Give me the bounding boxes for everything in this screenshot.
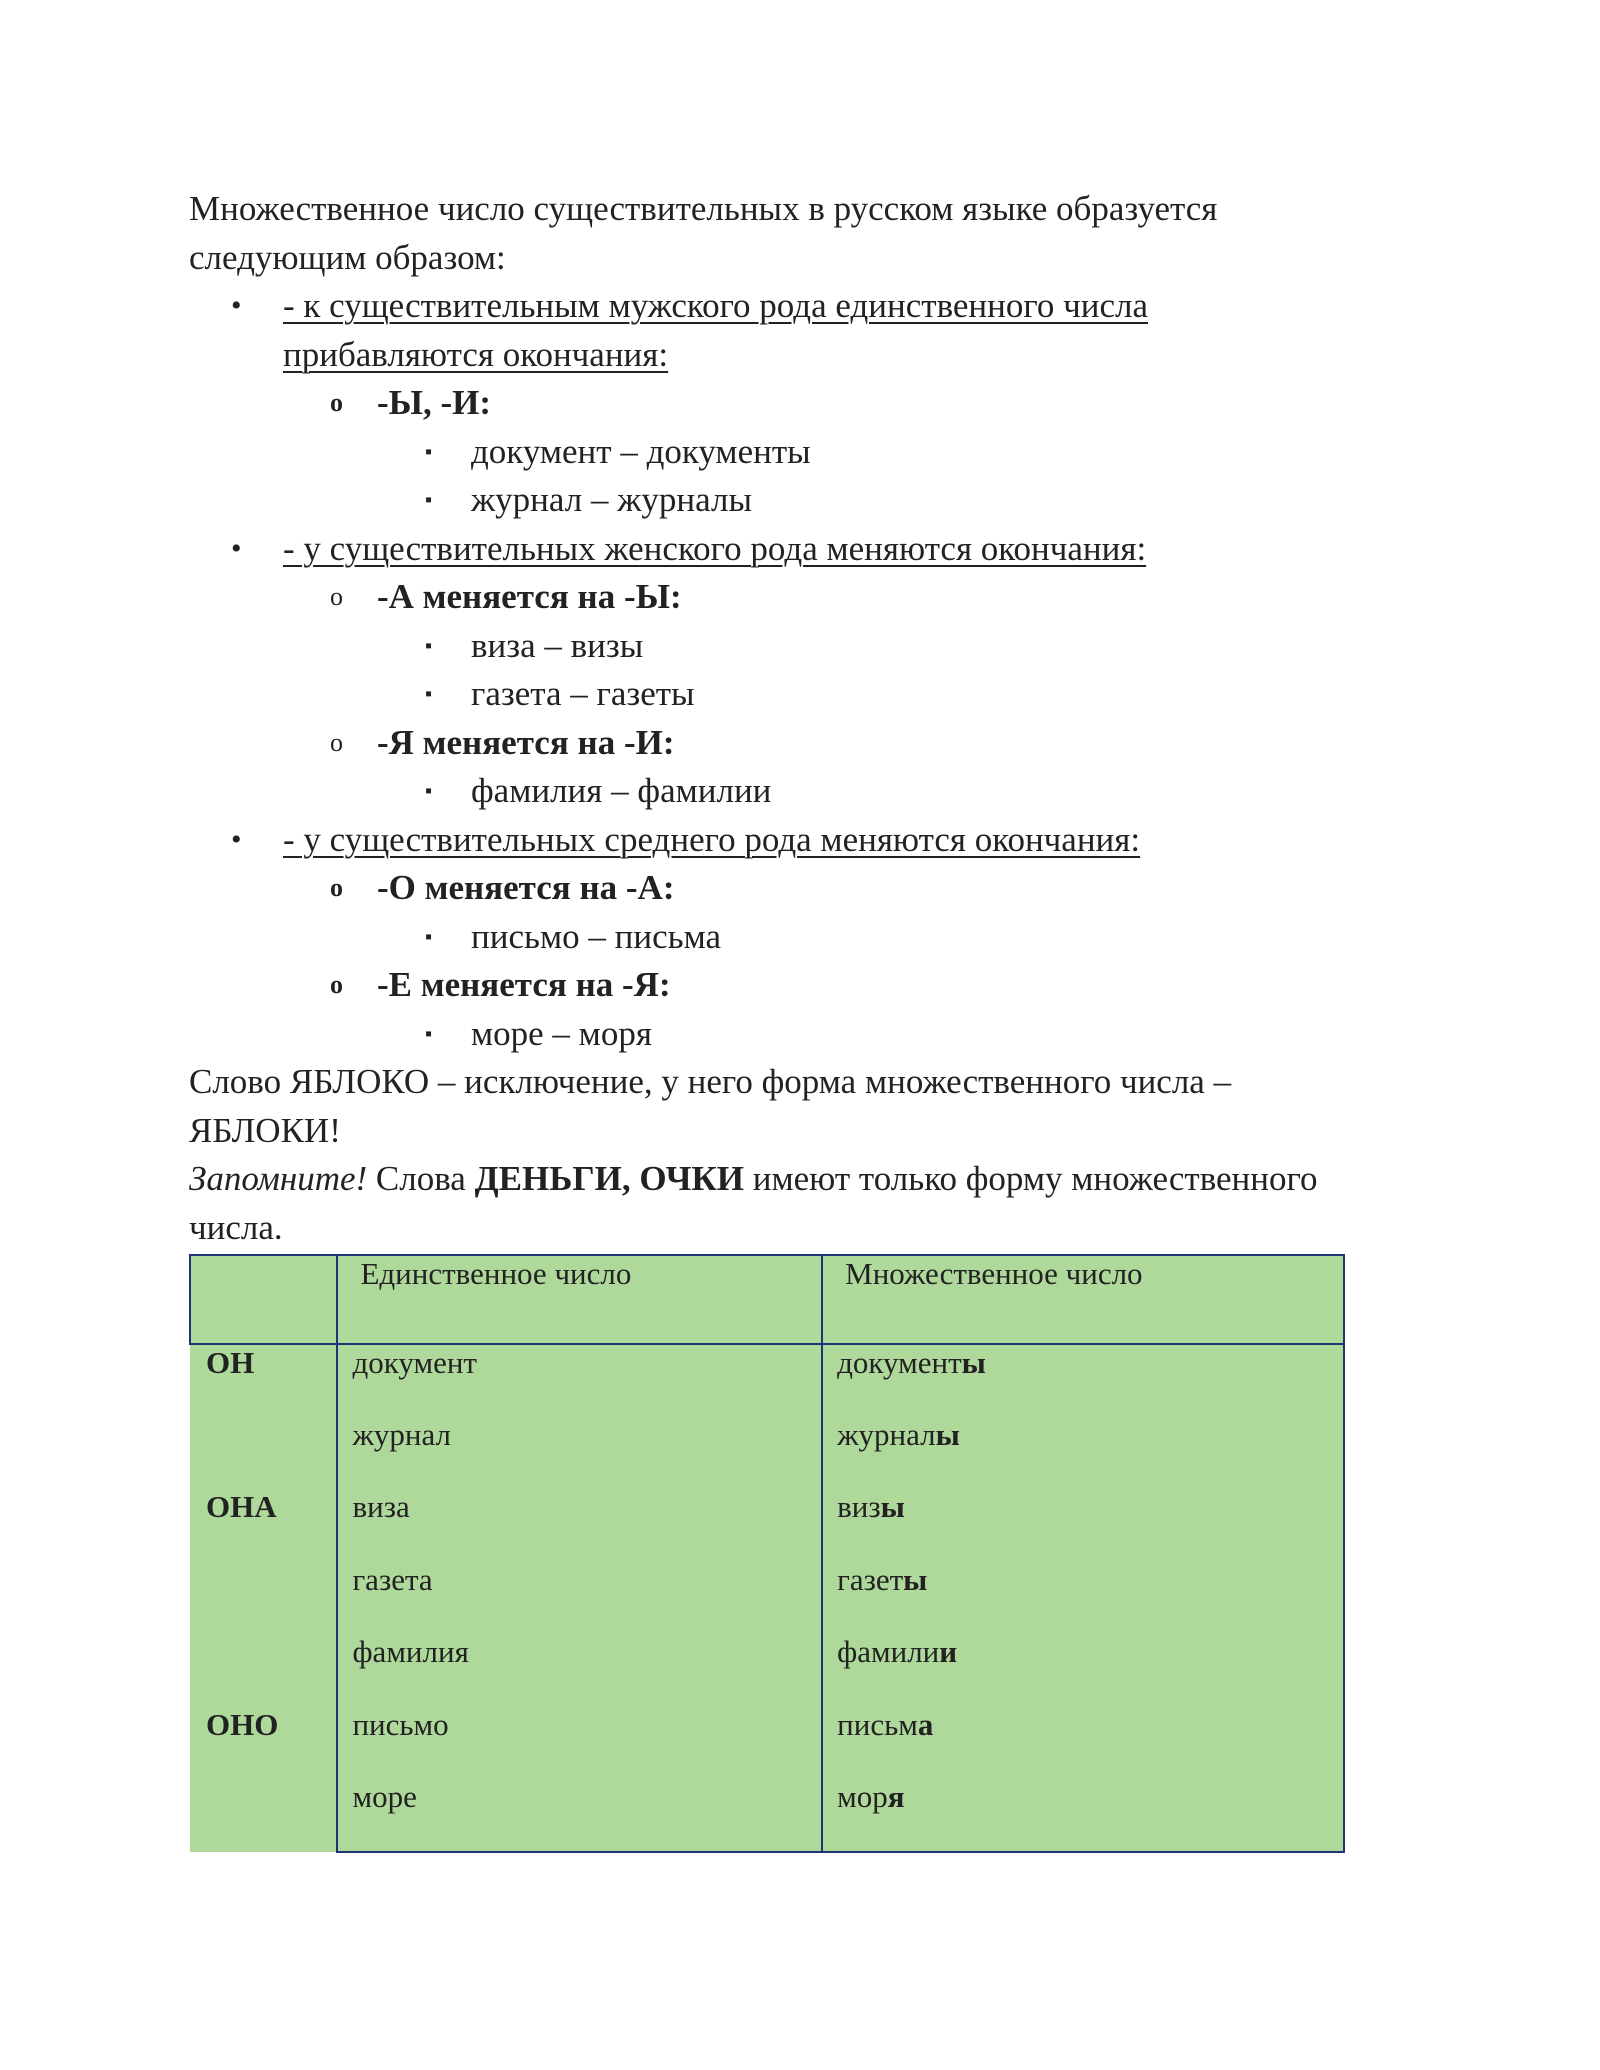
ending-item: [189, 864, 1409, 913]
plural-cell: [822, 1489, 1344, 1562]
table-header-row: [190, 1255, 1344, 1344]
plural-ending: я: [887, 1779, 905, 1814]
gender-cell: [190, 1634, 337, 1707]
singular-cell: письмо: [337, 1707, 822, 1780]
plural-stem: журнал: [837, 1416, 936, 1452]
example-text: документ – документы: [471, 431, 811, 471]
singular-cell: документ: [337, 1344, 822, 1417]
circle-bullet-icon: o: [330, 388, 343, 417]
square-bullet-icon: ▪: [425, 1022, 433, 1045]
ending-item: [189, 573, 1409, 622]
plural-stem: документ: [837, 1345, 962, 1380]
circle-bullet-icon: o: [330, 970, 343, 999]
plural-cell: [822, 1634, 1344, 1707]
example-text: виза – визы: [471, 625, 644, 665]
square-bullet-icon: ▪: [425, 925, 433, 948]
plural-stem: газет: [837, 1561, 904, 1597]
remember-post: имеют только форму множественного: [744, 1159, 1318, 1198]
example-text: море – моря: [471, 1013, 652, 1053]
plural-cell: [822, 1344, 1344, 1417]
plural-cell: [822, 1417, 1344, 1490]
singular-cell: газета: [337, 1562, 822, 1635]
ending-label: -Е меняется на -Я:: [377, 965, 671, 1004]
header-plural: Множественное число: [822, 1255, 1344, 1344]
plural-cell: [822, 1707, 1344, 1780]
rule-heading: - к существительным мужского рода единственного числа: [283, 286, 1148, 325]
intro-line-1: Множественное число существительных в русском языке образуется: [189, 189, 1218, 228]
table-body: [190, 1344, 1344, 1852]
singular-cell: море: [337, 1779, 822, 1852]
plural-ending: а: [917, 1706, 934, 1742]
ending-label: -О меняется на -А:: [377, 868, 675, 907]
square-bullet-icon: ▪: [425, 780, 433, 802]
gender-cell: ОНА: [190, 1489, 337, 1562]
example-item: [189, 622, 1409, 671]
remember-words: ДЕНЬГИ, ОЧКИ: [474, 1159, 745, 1198]
example-item: [189, 428, 1409, 477]
plural-ending: и: [939, 1634, 958, 1669]
remember-label: Запомните!: [189, 1159, 368, 1198]
plural-stem: мор: [837, 1779, 888, 1814]
example-text: газета – газеты: [471, 674, 695, 713]
ending-label: -Ы, -И:: [377, 383, 492, 422]
plural-ending: ы: [961, 1345, 986, 1380]
plural-ending: ы: [880, 1489, 905, 1524]
ending-item: [189, 961, 1409, 1010]
circle-bullet-icon: o: [330, 582, 343, 611]
table-row: [190, 1562, 1344, 1635]
rule-neuter: [189, 816, 1409, 865]
table-row: [190, 1489, 1344, 1562]
square-bullet-icon: ▪: [425, 440, 433, 463]
square-bullet-icon: ▪: [425, 634, 433, 657]
header-singular: Единственное число: [337, 1255, 822, 1344]
singular-cell: журнал: [337, 1417, 822, 1490]
rule-heading-cont: прибавляются окончания:: [283, 334, 669, 374]
plural-ending: ы: [903, 1561, 928, 1597]
plural-cell: [822, 1562, 1344, 1635]
example-item: [189, 1010, 1409, 1059]
table-row: [190, 1779, 1344, 1852]
remember-pre: Слова: [367, 1159, 475, 1198]
gender-cell: ОНО: [190, 1707, 337, 1780]
table-row: [190, 1634, 1344, 1707]
header-cell-empty: [190, 1255, 337, 1344]
table-row: [190, 1344, 1344, 1417]
bullet-icon: •: [231, 531, 242, 565]
plural-stem: фамили: [837, 1634, 940, 1669]
table-row: [190, 1417, 1344, 1490]
intro-line-2: следующим образом:: [189, 237, 506, 277]
plural-cell: [822, 1779, 1344, 1852]
plural-ending: ы: [935, 1416, 960, 1452]
rules-list: [189, 282, 1409, 1058]
example-text: журнал – журналы: [471, 480, 752, 519]
example-item: [189, 476, 1409, 525]
gender-cell: [190, 1779, 337, 1852]
square-bullet-icon: ▪: [425, 683, 433, 705]
plural-stem: письм: [837, 1706, 918, 1742]
singular-cell: фамилия: [337, 1634, 822, 1707]
square-bullet-icon: ▪: [425, 489, 433, 511]
example-text: фамилия – фамилии: [471, 771, 772, 810]
bullet-icon: •: [231, 289, 242, 322]
table-row: [190, 1707, 1344, 1780]
example-item: [189, 670, 1409, 719]
plural-stem: виз: [837, 1489, 881, 1524]
bullet-icon: •: [231, 822, 242, 856]
plural-table: [189, 1254, 1345, 1853]
ending-label: -Я меняется на -И:: [377, 722, 675, 762]
circle-bullet-icon: o: [330, 727, 343, 757]
exception-line-2: ЯБЛОКИ!: [189, 1110, 341, 1150]
ending-label: -А меняется на -Ы:: [377, 577, 682, 616]
singular-cell: виза: [337, 1489, 822, 1562]
ending-item: [189, 719, 1409, 768]
remember-line-2: числа.: [189, 1207, 283, 1247]
gender-cell: [190, 1417, 337, 1490]
rule-masculine-cont: [189, 331, 1409, 380]
example-text: письмо – письма: [471, 916, 722, 956]
remember-note: [189, 1155, 1409, 1204]
circle-bullet-icon: o: [330, 873, 343, 902]
example-item: [189, 767, 1409, 816]
example-item: [189, 913, 1409, 962]
exception-line-1: Слово ЯБЛОКО – исключение, у него форма множественного числа –: [189, 1062, 1232, 1101]
rule-heading: - у существительных женского рода меняются окончания:: [283, 528, 1147, 568]
rule-heading: - у существительных среднего рода меняются окончания:: [283, 819, 1141, 859]
rule-masculine: [189, 282, 1409, 331]
gender-cell: [190, 1562, 337, 1635]
document-body: [189, 185, 1409, 1252]
ending-item: [189, 379, 1409, 428]
rule-feminine: [189, 525, 1409, 574]
gender-cell: ОН: [190, 1344, 337, 1417]
